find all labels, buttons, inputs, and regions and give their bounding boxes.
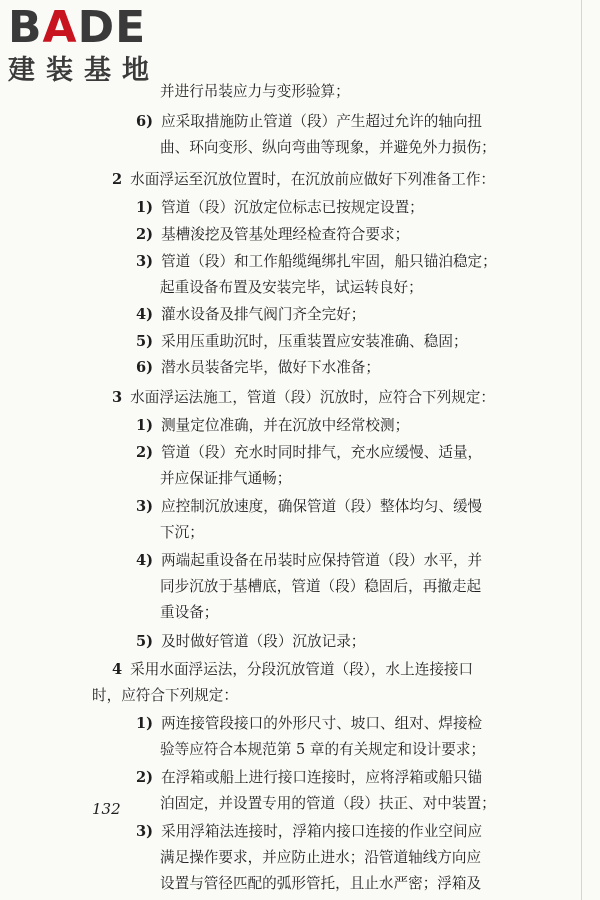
text-line: 同步沉放于基槽底，管道（段）稳固后，再撤走起 (160, 578, 482, 595)
text-line: 时，应符合下列规定： (92, 687, 238, 704)
text-line: 起重设备布置及安装完毕，试运转良好； (160, 279, 423, 296)
bade-logo (8, 4, 178, 88)
list-item: 6) 应采取措施防止管道（段）产生超过允许的轴向扭 (136, 113, 483, 130)
text-line: 泊固定，并设置专用的管道（段）扶正、对中装置； (160, 795, 496, 812)
clause-heading: 4 采用水面浮运法，分段沉放管道（段），水上连接接口 (112, 661, 474, 678)
clause-heading: 2 水面浮运至沉放位置时，在沉放前应做好下列准备工作： (112, 171, 496, 188)
logo-accent-letter: A (42, 2, 78, 53)
page-number: 132 (92, 800, 121, 818)
list-item: 3) 管道（段）和工作船缆绳绑扎牢固，船只锚泊稳定； (136, 253, 497, 270)
list-item: 4) 灌水设备及排气阀门齐全完好； (136, 306, 366, 323)
text-line: 下沉； (160, 524, 204, 541)
page-edge-line (581, 0, 582, 900)
list-item: 1) 两连接管段接口的外形尺寸、坡口、组对、焊接检 (136, 715, 483, 732)
logo-subtitle: 建装基地 (8, 55, 160, 86)
list-item: 6) 潜水员装备完毕，做好下水准备； (136, 359, 380, 376)
list-item: 2) 在浮箱或船上进行接口连接时，应将浮箱或船只锚 (136, 769, 483, 786)
list-item: 2) 基槽浚挖及管基处理经检查符合要求； (136, 226, 410, 243)
list-item: 4) 两端起重设备在吊装时应保持管道（段）水平，并 (136, 552, 483, 569)
logo-wordmark: BADE (8, 2, 147, 53)
list-item: 1) 管道（段）沉放定位标志已按规定设置； (136, 199, 424, 216)
clause-heading: 3 水面浮运法施工，管道（段）沉放时，应符合下列规定： (112, 389, 496, 406)
text-line: 验等应符合本规范第 5 章的有关规定和设计要求； (160, 741, 486, 758)
list-item: 2) 管道（段）充水时同时排气，充水应缓慢、适量， (136, 444, 483, 461)
text-line: 曲、环向变形、纵向弯曲等现象，并避免外力损伤； (160, 139, 496, 156)
text-line: 并应保证排气通畅； (160, 470, 292, 487)
list-item: 5) 及时做好管道（段）沉放记录； (136, 633, 366, 650)
list-item: 3) 采用浮箱法连接时，浮箱内接口连接的作业空间应 (136, 823, 483, 840)
list-item: 3) 应控制沉放速度，确保管道（段）整体均匀、缓慢 (136, 498, 483, 515)
text-line: 设置与管径匹配的弧形管托，且止水严密；浮箱及 (160, 875, 482, 892)
text-line: 满足操作要求，并应防止进水；沿管道轴线方向应 (160, 849, 482, 866)
text-line: 并进行吊装应力与变形验算； (160, 83, 350, 100)
text-line: 重设备； (160, 604, 219, 621)
list-item: 1) 测量定位准确，并在沉放中经常校测； (136, 417, 410, 434)
list-item: 5) 采用压重助沉时，压重装置应安装准确、稳固； (136, 333, 468, 350)
